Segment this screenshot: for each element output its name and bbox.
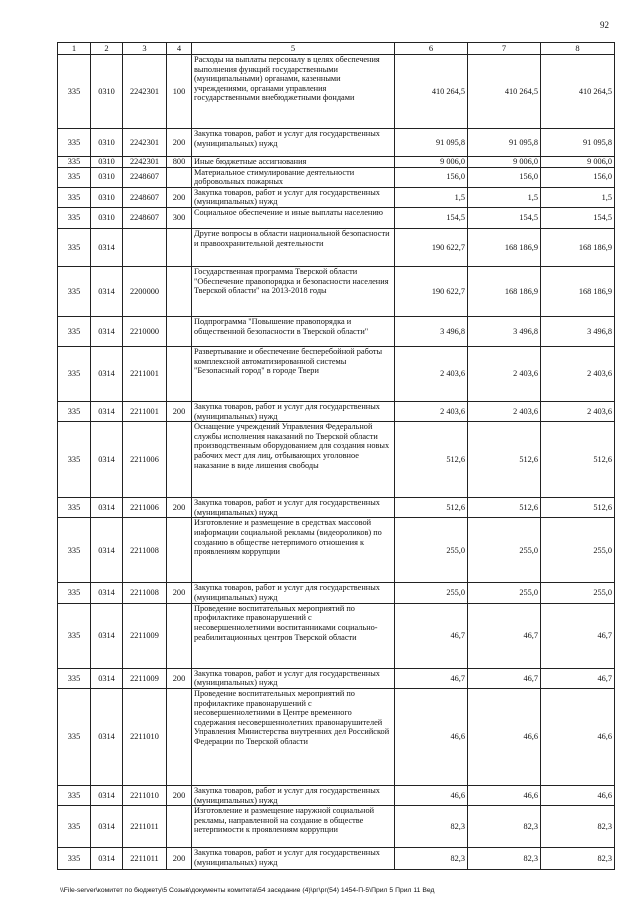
cell-amount-col6: 2 403,6 xyxy=(395,347,468,402)
cell-section: 0314 xyxy=(91,498,123,518)
cell-description: Материальное стимулирование деятельности добровольных пожарных xyxy=(192,167,395,187)
cell-amount-col6: 156,0 xyxy=(395,167,468,187)
cell-description: Расходы на выплаты персоналу в целях обеспечения выполнения функций государственными (муниципальными) органами, казенными учреждениями, органами управления государственными внебюджетными фондами xyxy=(192,55,395,129)
cell-amount-col8: 512,6 xyxy=(541,422,615,498)
cell-description: Закупка товаров, работ и услуг для государственных (муниципальных) нужд xyxy=(192,498,395,518)
cell-target-article xyxy=(123,229,167,267)
cell-amount-col8: 46,6 xyxy=(541,688,615,785)
cell-amount-col7: 154,5 xyxy=(468,208,541,229)
cell-amount-col6: 9 006,0 xyxy=(395,157,468,168)
cell-amount-col6: 255,0 xyxy=(395,518,468,583)
cell-chapter: 335 xyxy=(58,347,91,402)
cell-amount-col7: 46,7 xyxy=(468,603,541,668)
cell-expense-type xyxy=(167,518,192,583)
cell-section: 0314 xyxy=(91,603,123,668)
cell-amount-col8: 82,3 xyxy=(541,848,615,870)
cell-target-article: 2200000 xyxy=(123,267,167,317)
cell-amount-col8: 410 264,5 xyxy=(541,55,615,129)
cell-amount-col6: 154,5 xyxy=(395,208,468,229)
cell-expense-type: 200 xyxy=(167,583,192,603)
table-row xyxy=(58,603,615,668)
cell-section: 0314 xyxy=(91,267,123,317)
cell-amount-col7: 46,6 xyxy=(468,785,541,805)
table-row xyxy=(58,317,615,347)
cell-chapter: 335 xyxy=(58,688,91,785)
cell-amount-col8: 9 006,0 xyxy=(541,157,615,168)
cell-target-article: 2210000 xyxy=(123,317,167,347)
header-cell: 8 xyxy=(541,43,615,55)
cell-chapter: 335 xyxy=(58,603,91,668)
cell-expense-type: 300 xyxy=(167,208,192,229)
cell-target-article: 2242301 xyxy=(123,157,167,168)
cell-amount-col7: 82,3 xyxy=(468,848,541,870)
cell-amount-col7: 410 264,5 xyxy=(468,55,541,129)
cell-amount-col8: 82,3 xyxy=(541,806,615,848)
cell-amount-col6: 82,3 xyxy=(395,848,468,870)
cell-expense-type xyxy=(167,317,192,347)
cell-chapter: 335 xyxy=(58,422,91,498)
cell-target-article: 2242301 xyxy=(123,55,167,129)
cell-target-article: 2248607 xyxy=(123,187,167,207)
cell-target-article: 2211010 xyxy=(123,688,167,785)
cell-section: 0314 xyxy=(91,668,123,688)
cell-target-article: 2211011 xyxy=(123,848,167,870)
cell-target-article: 2248607 xyxy=(123,167,167,187)
cell-expense-type: 200 xyxy=(167,498,192,518)
cell-chapter: 335 xyxy=(58,317,91,347)
table-row xyxy=(58,518,615,583)
cell-chapter: 335 xyxy=(58,157,91,168)
cell-section: 0310 xyxy=(91,187,123,207)
cell-amount-col8: 3 496,8 xyxy=(541,317,615,347)
cell-target-article: 2242301 xyxy=(123,129,167,157)
cell-amount-col8: 255,0 xyxy=(541,518,615,583)
cell-expense-type xyxy=(167,229,192,267)
cell-section: 0314 xyxy=(91,785,123,805)
cell-expense-type xyxy=(167,267,192,317)
cell-chapter: 335 xyxy=(58,208,91,229)
cell-chapter: 335 xyxy=(58,402,91,422)
table-row xyxy=(58,583,615,603)
cell-chapter: 335 xyxy=(58,229,91,267)
cell-description: Закупка товаров, работ и услуг для государственных (муниципальных) нужд xyxy=(192,785,395,805)
table-row xyxy=(58,167,615,187)
table-row xyxy=(58,785,615,805)
cell-amount-col7: 91 095,8 xyxy=(468,129,541,157)
cell-amount-col8: 255,0 xyxy=(541,583,615,603)
header-cell: 7 xyxy=(468,43,541,55)
cell-amount-col6: 46,7 xyxy=(395,603,468,668)
cell-target-article: 2211010 xyxy=(123,785,167,805)
cell-amount-col7: 168 186,9 xyxy=(468,267,541,317)
cell-expense-type: 800 xyxy=(167,157,192,168)
cell-expense-type: 200 xyxy=(167,848,192,870)
table-row xyxy=(58,806,615,848)
cell-target-article: 2211011 xyxy=(123,806,167,848)
cell-amount-col7: 82,3 xyxy=(468,806,541,848)
cell-expense-type xyxy=(167,422,192,498)
cell-amount-col8: 91 095,8 xyxy=(541,129,615,157)
header-cell: 2 xyxy=(91,43,123,55)
cell-description: Закупка товаров, работ и услуг для государственных (муниципальных) нужд xyxy=(192,848,395,870)
cell-amount-col6: 46,7 xyxy=(395,668,468,688)
cell-section: 0310 xyxy=(91,157,123,168)
cell-description: Проведение воспитательных мероприятий по профилактике правонарушений с несовершеннолетними в Центре временного содержания несовершеннолетних правонарушителей Управления Министерства внутренних дел Российской Федерации по Тверской области xyxy=(192,688,395,785)
cell-amount-col7: 3 496,8 xyxy=(468,317,541,347)
cell-target-article: 2248607 xyxy=(123,208,167,229)
cell-section: 0310 xyxy=(91,129,123,157)
cell-amount-col7: 156,0 xyxy=(468,167,541,187)
cell-expense-type xyxy=(167,603,192,668)
cell-chapter: 335 xyxy=(58,806,91,848)
cell-chapter: 335 xyxy=(58,187,91,207)
table-row xyxy=(58,129,615,157)
cell-chapter: 335 xyxy=(58,785,91,805)
cell-description: Государственная программа Тверской области "Обеспечение правопорядка и безопасности населения Тверской области" на 2013-2018 годы xyxy=(192,267,395,317)
table-row xyxy=(58,688,615,785)
cell-chapter: 335 xyxy=(58,129,91,157)
table-row xyxy=(58,157,615,168)
cell-amount-col6: 512,6 xyxy=(395,422,468,498)
cell-description: Изготовление и размещение в средствах массовой информации социальной рекламы (видеороликов) по созданию в обществе нетерпимого отношения к проявлениям коррупции xyxy=(192,518,395,583)
cell-amount-col6: 3 496,8 xyxy=(395,317,468,347)
table-row xyxy=(58,498,615,518)
cell-section: 0314 xyxy=(91,422,123,498)
header-cell: 4 xyxy=(167,43,192,55)
cell-target-article: 2211008 xyxy=(123,518,167,583)
cell-section: 0310 xyxy=(91,208,123,229)
header-cell: 1 xyxy=(58,43,91,55)
cell-description: Проведение воспитательных мероприятий по профилактике правонарушений с несовершеннолетними воспитанниками социально-реабилитационных центров Тверской области xyxy=(192,603,395,668)
cell-section: 0310 xyxy=(91,55,123,129)
cell-description: Закупка товаров, работ и услуг для государственных (муниципальных) нужд xyxy=(192,668,395,688)
cell-chapter: 335 xyxy=(58,518,91,583)
cell-section: 0314 xyxy=(91,317,123,347)
cell-chapter: 335 xyxy=(58,167,91,187)
table-row xyxy=(58,422,615,498)
cell-amount-col8: 156,0 xyxy=(541,167,615,187)
cell-amount-col7: 512,6 xyxy=(468,498,541,518)
cell-section: 0314 xyxy=(91,347,123,402)
cell-amount-col8: 2 403,6 xyxy=(541,402,615,422)
cell-chapter: 335 xyxy=(58,498,91,518)
cell-target-article: 2211009 xyxy=(123,603,167,668)
table-body xyxy=(58,55,615,870)
cell-expense-type: 100 xyxy=(167,55,192,129)
cell-amount-col6: 82,3 xyxy=(395,806,468,848)
cell-amount-col6: 1,5 xyxy=(395,187,468,207)
cell-chapter: 335 xyxy=(58,668,91,688)
cell-amount-col6: 190 622,7 xyxy=(395,229,468,267)
cell-target-article: 2211001 xyxy=(123,402,167,422)
cell-description: Другие вопросы в области национальной безопасности и правоохранительной деятельности xyxy=(192,229,395,267)
cell-amount-col8: 46,6 xyxy=(541,785,615,805)
table-row xyxy=(58,208,615,229)
cell-chapter: 335 xyxy=(58,583,91,603)
header-cell: 6 xyxy=(395,43,468,55)
cell-description: Развертывание и обеспечение бесперебойной работы комплексной автоматизированной системы "Безопасный город" в городе Твери xyxy=(192,347,395,402)
cell-amount-col7: 9 006,0 xyxy=(468,157,541,168)
table-row xyxy=(58,347,615,402)
cell-section: 0314 xyxy=(91,848,123,870)
budget-table xyxy=(57,42,615,870)
header-row xyxy=(58,43,615,55)
file-path-footer: \\File-server\комитет по бюджету\5 Созыв\документы комитета\54 заседание (4)\рг\рг(54) 1454-П-5\Прил 5 Прил 11 Вед xyxy=(60,887,435,894)
cell-target-article: 2211009 xyxy=(123,668,167,688)
cell-description: Иные бюджетные ассигнования xyxy=(192,157,395,168)
table-row xyxy=(58,187,615,207)
cell-amount-col6: 190 622,7 xyxy=(395,267,468,317)
cell-amount-col7: 168 186,9 xyxy=(468,229,541,267)
cell-amount-col6: 46,6 xyxy=(395,785,468,805)
cell-chapter: 335 xyxy=(58,848,91,870)
header-cell: 5 xyxy=(192,43,395,55)
table-row xyxy=(58,267,615,317)
cell-expense-type xyxy=(167,167,192,187)
cell-amount-col6: 512,6 xyxy=(395,498,468,518)
cell-expense-type: 200 xyxy=(167,402,192,422)
table-row xyxy=(58,55,615,129)
cell-expense-type: 200 xyxy=(167,187,192,207)
table-row xyxy=(58,229,615,267)
cell-amount-col6: 255,0 xyxy=(395,583,468,603)
header-cell: 3 xyxy=(123,43,167,55)
cell-amount-col8: 46,7 xyxy=(541,603,615,668)
cell-section: 0314 xyxy=(91,518,123,583)
cell-expense-type: 200 xyxy=(167,668,192,688)
cell-amount-col8: 1,5 xyxy=(541,187,615,207)
cell-amount-col6: 91 095,8 xyxy=(395,129,468,157)
cell-amount-col7: 255,0 xyxy=(468,518,541,583)
cell-expense-type xyxy=(167,688,192,785)
cell-expense-type xyxy=(167,347,192,402)
cell-amount-col7: 46,7 xyxy=(468,668,541,688)
cell-amount-col8: 46,7 xyxy=(541,668,615,688)
cell-target-article: 2211008 xyxy=(123,583,167,603)
cell-expense-type xyxy=(167,806,192,848)
cell-section: 0314 xyxy=(91,806,123,848)
cell-expense-type: 200 xyxy=(167,785,192,805)
cell-description: Закупка товаров, работ и услуг для государственных (муниципальных) нужд xyxy=(192,402,395,422)
cell-amount-col6: 410 264,5 xyxy=(395,55,468,129)
cell-target-article: 2211006 xyxy=(123,498,167,518)
cell-amount-col8: 154,5 xyxy=(541,208,615,229)
cell-section: 0310 xyxy=(91,167,123,187)
cell-amount-col8: 2 403,6 xyxy=(541,347,615,402)
cell-expense-type: 200 xyxy=(167,129,192,157)
cell-amount-col7: 2 403,6 xyxy=(468,402,541,422)
cell-target-article: 2211006 xyxy=(123,422,167,498)
cell-amount-col8: 512,6 xyxy=(541,498,615,518)
cell-amount-col6: 2 403,6 xyxy=(395,402,468,422)
cell-amount-col7: 2 403,6 xyxy=(468,347,541,402)
cell-chapter: 335 xyxy=(58,55,91,129)
cell-description: Изготовление и размещение наружной социальной рекламы, направленной на создание в обществе нетерпимости к проявлениям коррупции xyxy=(192,806,395,848)
cell-description: Закупка товаров, работ и услуг для государственных (муниципальных) нужд xyxy=(192,129,395,157)
cell-amount-col7: 512,6 xyxy=(468,422,541,498)
cell-amount-col8: 168 186,9 xyxy=(541,267,615,317)
cell-amount-col7: 255,0 xyxy=(468,583,541,603)
cell-description: Закупка товаров, работ и услуг для государственных (муниципальных) нужд xyxy=(192,583,395,603)
cell-description: Закупка товаров, работ и услуг для государственных (муниципальных) нужд xyxy=(192,187,395,207)
cell-section: 0314 xyxy=(91,402,123,422)
cell-section: 0314 xyxy=(91,229,123,267)
cell-description: Социальное обеспечение и иные выплаты населению xyxy=(192,208,395,229)
table-row xyxy=(58,848,615,870)
cell-amount-col7: 1,5 xyxy=(468,187,541,207)
cell-section: 0314 xyxy=(91,583,123,603)
cell-section: 0314 xyxy=(91,688,123,785)
cell-amount-col6: 46,6 xyxy=(395,688,468,785)
cell-chapter: 335 xyxy=(58,267,91,317)
cell-amount-col8: 168 186,9 xyxy=(541,229,615,267)
table-row xyxy=(58,402,615,422)
table-row xyxy=(58,668,615,688)
page-number: 92 xyxy=(600,20,609,30)
cell-description: Оснащение учреждений Управления Федеральной службы исполнения наказаний по Тверской области производственным оборудованием для создания новых рабочих мест для лиц, отбывающих уголовное наказание в виде лишения свободы xyxy=(192,422,395,498)
cell-target-article: 2211001 xyxy=(123,347,167,402)
cell-amount-col7: 46,6 xyxy=(468,688,541,785)
cell-description: Подпрограмма "Повышение правопорядка и общественной безопасности в Тверской области" xyxy=(192,317,395,347)
